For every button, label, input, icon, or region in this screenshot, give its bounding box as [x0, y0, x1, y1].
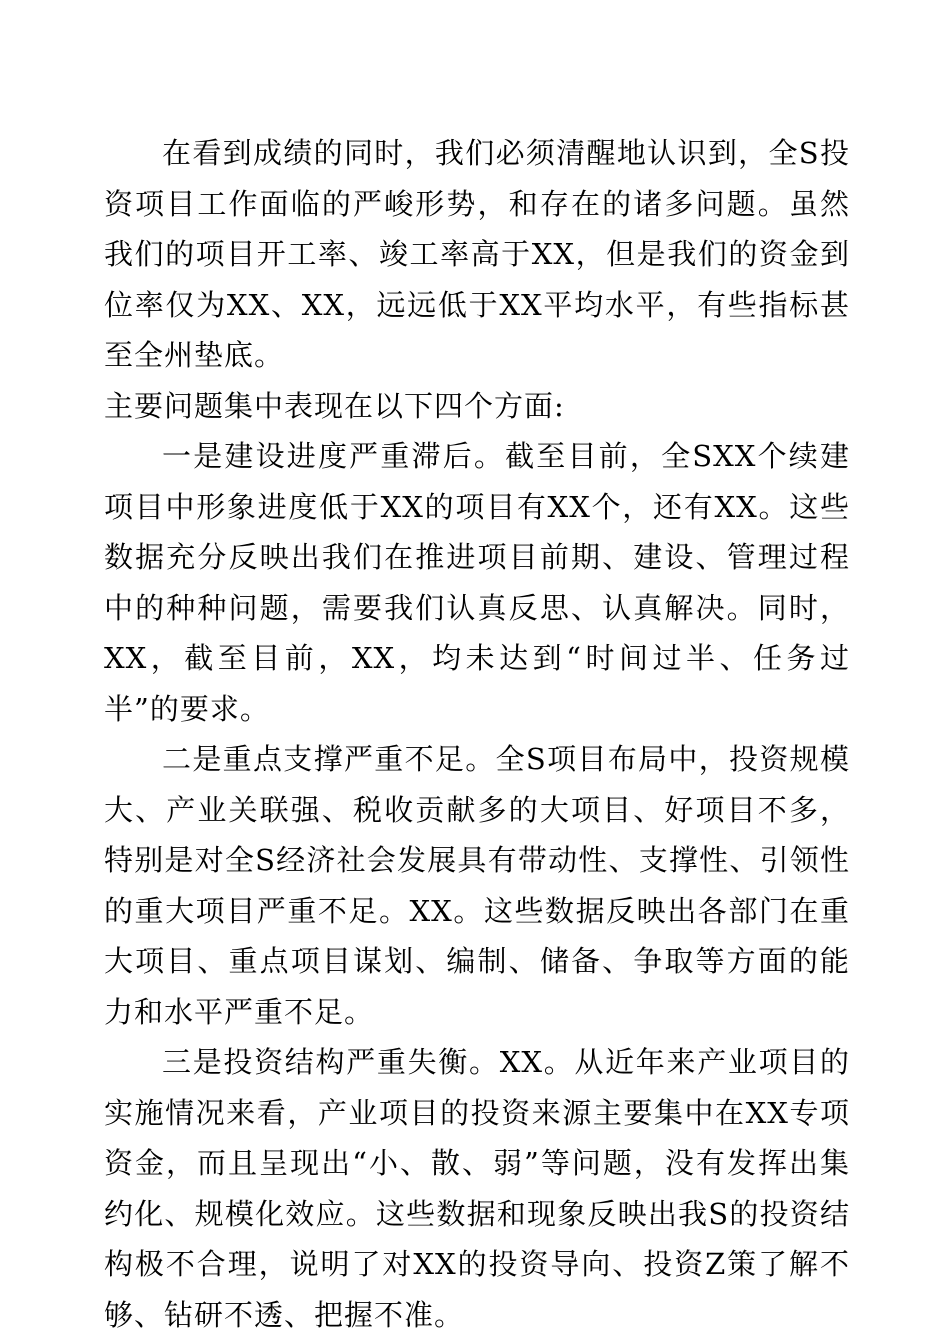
document-body: [104, 128, 850, 1340]
paragraph-issue-2: 二是重点支撑严重不足。全S项目布局中，投资规模大、产业关联强、税收贡献多的大项目、好项目不多，特别是对全S经济社会发展具有带动性、支撑性、引领性的重大项目严重不足。XX。这些数据反映出各部门在重大项目、重点项目谋划、编制、储备、争取等方面的能力和水平严重不足。: [104, 742, 850, 1029]
paragraph-intro: 在看到成绩的同时，我们必须清醒地认识到，全S投资项目工作面临的严峻形势，和存在的诸多问题。虽然我们的项目开工率、竣工率高于XX，但是我们的资金到位率仅为XX、XX，远远低于XX平均水平，有些指标甚至全州垫底。: [104, 136, 850, 372]
paragraph-summary: 主要问题集中表现在以下四个方面:: [104, 388, 565, 423]
paragraph-issue-1: 一是建设进度严重滞后。截至目前，全SXX个续建项目中形象进度低于XX的项目有XX个，还有XX。这些数据充分反映出我们在推进项目前期、建设、管理过程中的种种问题，需要我们认真反思、认真解决。同时，XX，截至目前，XX，均未达到“时间过半、任务过半”的要求。: [104, 439, 850, 726]
paragraph-issue-3: 三是投资结构严重失衡。XX。从近年来产业项目的实施情况来看，产业项目的投资来源主要集中在XX专项资金，而且呈现出“小、散、弱”等问题，没有发挥出集约化、规模化效应。这些数据和现象反映出我S的投资结构极不合理，说明了对XX的投资导向、投资Z策了解不够、钻研不透、把握不准。: [104, 1045, 850, 1332]
